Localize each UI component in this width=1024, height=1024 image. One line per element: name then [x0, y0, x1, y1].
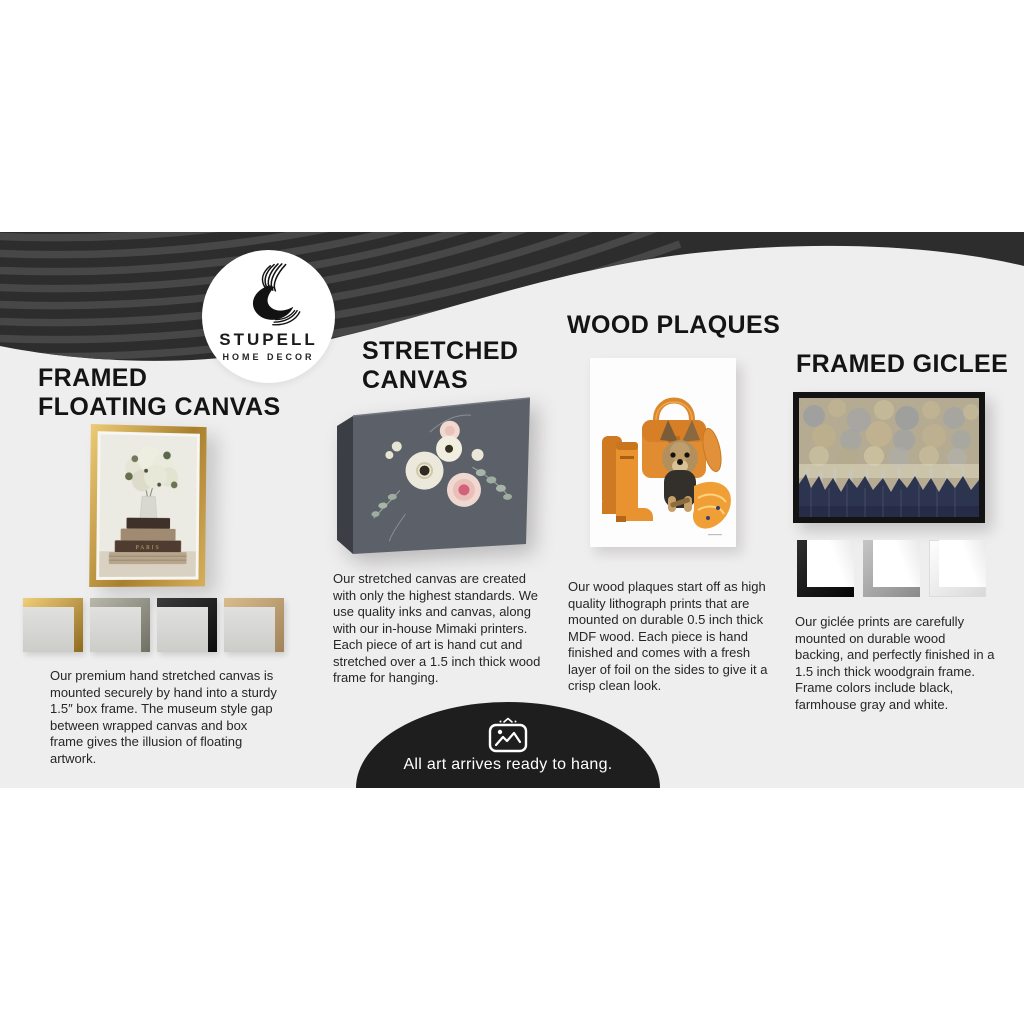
section-title-stretched-canvas — [362, 337, 518, 395]
swatch-canvas — [157, 607, 208, 652]
frame-swatch-silver — [90, 598, 150, 652]
section-title-wood-plaques — [567, 311, 780, 340]
title-line: CANVAS — [362, 366, 469, 394]
brand-tagline: HOME DECOR — [222, 352, 315, 362]
frame-swatch-brass — [224, 598, 284, 652]
section-title-framed-giclee — [796, 350, 1008, 379]
swatch-canvas — [939, 540, 986, 587]
frame-swatch-black — [797, 540, 854, 597]
swatch-canvas — [90, 607, 141, 652]
framed-giclee-product-image — [793, 392, 985, 523]
brand-name: STUPELL — [219, 330, 318, 349]
title-line: FRAMED GICLEE — [796, 350, 1009, 378]
giclee-frame-swatch-row — [797, 540, 986, 597]
swatch-canvas — [23, 607, 74, 652]
swatch-canvas — [807, 540, 854, 587]
frame-swatch-black — [157, 598, 217, 652]
title-line: FRAMED — [38, 364, 148, 392]
dog-and-orange-accessories-artwork — [590, 358, 736, 547]
banner-text: All art arrives ready to hang. — [403, 756, 613, 773]
stretched-canvas-description: Our stretched canvas are created with only the highest standards. We use quality inks and canvas, along with our in-house Mimaki printers. Each piece of art is hand cut and stretched over a 1.5 inch thick wood frame for hanging. — [333, 571, 541, 685]
title-line: WOOD PLAQUES — [567, 311, 781, 339]
floating-canvas-description: Our premium hand stretched canvas is mounted securely by hand into a sturdy 1.5″ box frame. The museum style gap between wrapped canvas and box frame gives the illusion of floating artwork. — [50, 668, 277, 766]
abstract-navy-gold-artwork — [799, 398, 979, 517]
paris-book-label: PARIS — [135, 545, 161, 552]
floating-canvas-product-image — [89, 424, 206, 587]
s-swirl-icon — [237, 258, 301, 330]
stretched-canvas-product-image — [333, 392, 533, 560]
frame-swatch-farmhouse-gray — [863, 540, 920, 597]
title-line: FLOATING CANVAS — [38, 393, 281, 421]
floating-canvas-mat — [96, 431, 200, 580]
frame-swatch-white — [929, 540, 986, 597]
wood-plaques-description: Our wood plaques start off as high quality lithograph prints that are mounted on durable 0.5 inch thick MDF wood. Each piece is hand finished and comes with a fresh layer of foil on the sides to give it a crisp clean look. — [568, 579, 768, 693]
floating-frame-swatch-row — [23, 598, 284, 652]
swatch-canvas — [873, 540, 920, 587]
stupell-logo-badge — [202, 250, 335, 383]
framed-giclee-description: Our giclée prints are carefully mounted on durable wood backing, and perfectly finished in a 1.5 inch thick woodgrain frame. Frame colors include black, farmhouse gray and white. — [795, 614, 995, 712]
frame-swatch-gold — [23, 598, 83, 652]
title-line: STRETCHED — [362, 337, 519, 365]
framed-picture-icon — [486, 717, 530, 755]
wood-plaque-product-image — [589, 358, 736, 547]
swatch-canvas — [224, 607, 275, 652]
hydrangea-books-artwork — [99, 434, 197, 577]
